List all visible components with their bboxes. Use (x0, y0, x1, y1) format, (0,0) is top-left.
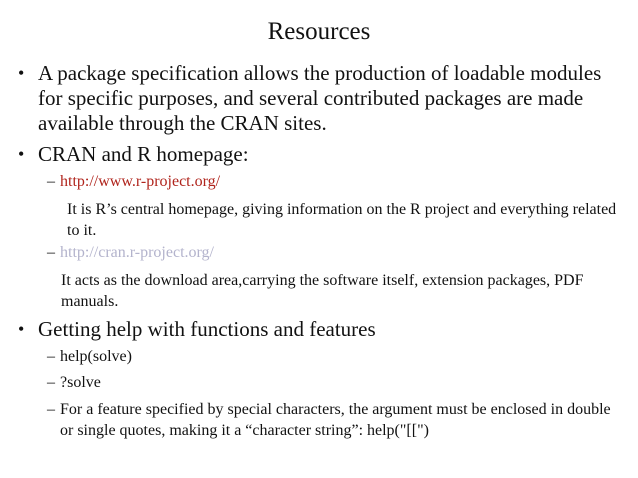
bullet-text: Getting help with functions and features (38, 317, 376, 341)
subitem-text: help(solve) (60, 348, 132, 365)
subitem-text: For a feature specified by special characters, the argument must be enclosed in double or single quotes, making it a “character string”: help("[[") (60, 401, 611, 439)
subitem-text: ?solve (60, 374, 101, 391)
bullet-dot-icon: • (18, 319, 25, 339)
bullet-text: CRAN and R homepage: (38, 142, 249, 166)
r-project-link[interactable]: http://www.r-project.org/ (60, 173, 221, 190)
subitem-r-project-link (47, 171, 622, 192)
r-project-description: It is R’s central homepage, giving information on the R project and everything related to it. (67, 201, 617, 239)
subitem-special-characters (47, 399, 622, 441)
bullet-getting-help (18, 317, 622, 342)
dash-icon: – (47, 348, 55, 365)
dash-icon: – (47, 173, 55, 190)
subitem-question-solve (47, 372, 622, 393)
subitem-cran-link (47, 242, 622, 263)
slide-title: Resources (267, 18, 371, 45)
bullet-cran-homepage (18, 142, 622, 167)
subitem-help-solve (47, 346, 622, 367)
bullet-package-spec (18, 61, 622, 136)
dash-icon: – (47, 244, 55, 261)
cran-link[interactable]: http://cran.r-project.org/ (60, 244, 214, 261)
dash-icon: – (47, 374, 55, 391)
bullet-dot-icon: • (18, 63, 25, 83)
cran-description: It acts as the download area,carrying the software itself, extension packages, PDF manuals. (61, 272, 584, 310)
dash-icon: – (47, 401, 55, 418)
bullet-dot-icon: • (18, 144, 25, 164)
bullet-text: A package specification allows the production of loadable modules for specific purposes, and several contributed packages are made available through the CRAN sites. (38, 61, 602, 135)
